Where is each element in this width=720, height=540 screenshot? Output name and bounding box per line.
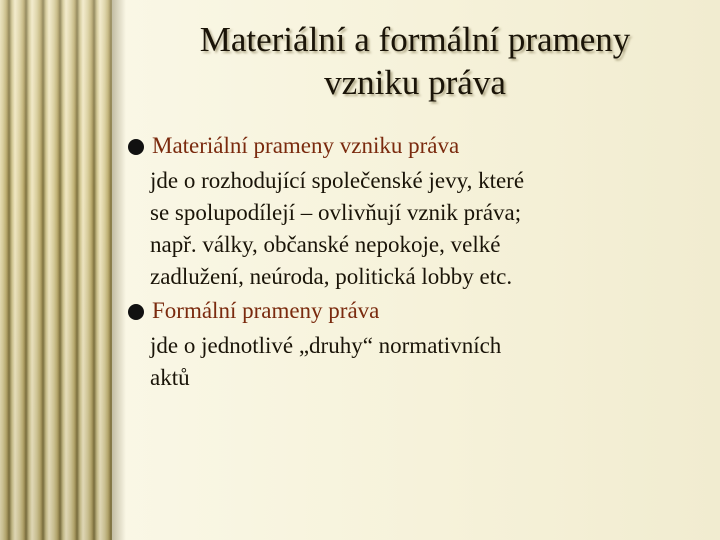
- body-line: aktů: [150, 365, 190, 390]
- heading-material: Materiální prameny vzniku práva: [152, 133, 460, 158]
- bullet-dot-icon: [128, 304, 144, 320]
- body-line: se spolupodílejí – ovlivňují vznik práva;: [150, 200, 522, 225]
- body-line: zadlužení, neúroda, politická lobby etc.: [150, 264, 513, 289]
- bullet-dot-icon: [128, 139, 144, 155]
- heading-formal: Formální prameny práva: [152, 298, 380, 323]
- title-line-2: vzniku práva: [324, 63, 506, 102]
- body-line: jde o jednotlivé „druhy“ normativních: [150, 333, 502, 358]
- body-line: např. války, občanské nepokoje, velké: [150, 232, 501, 257]
- bullet-item-material: [128, 130, 708, 293]
- body-line: jde o rozhodující společenské jevy, které: [150, 168, 525, 193]
- border-shine: [0, 0, 112, 540]
- slide-content: [128, 130, 708, 396]
- title-line-1: Materiální a formální prameny: [199, 20, 631, 59]
- decorative-border: [0, 0, 112, 540]
- slide-title: [130, 18, 700, 104]
- bullet-item-formal: [128, 295, 708, 394]
- bullet-heading: [128, 130, 708, 162]
- bullet-heading: [128, 295, 708, 327]
